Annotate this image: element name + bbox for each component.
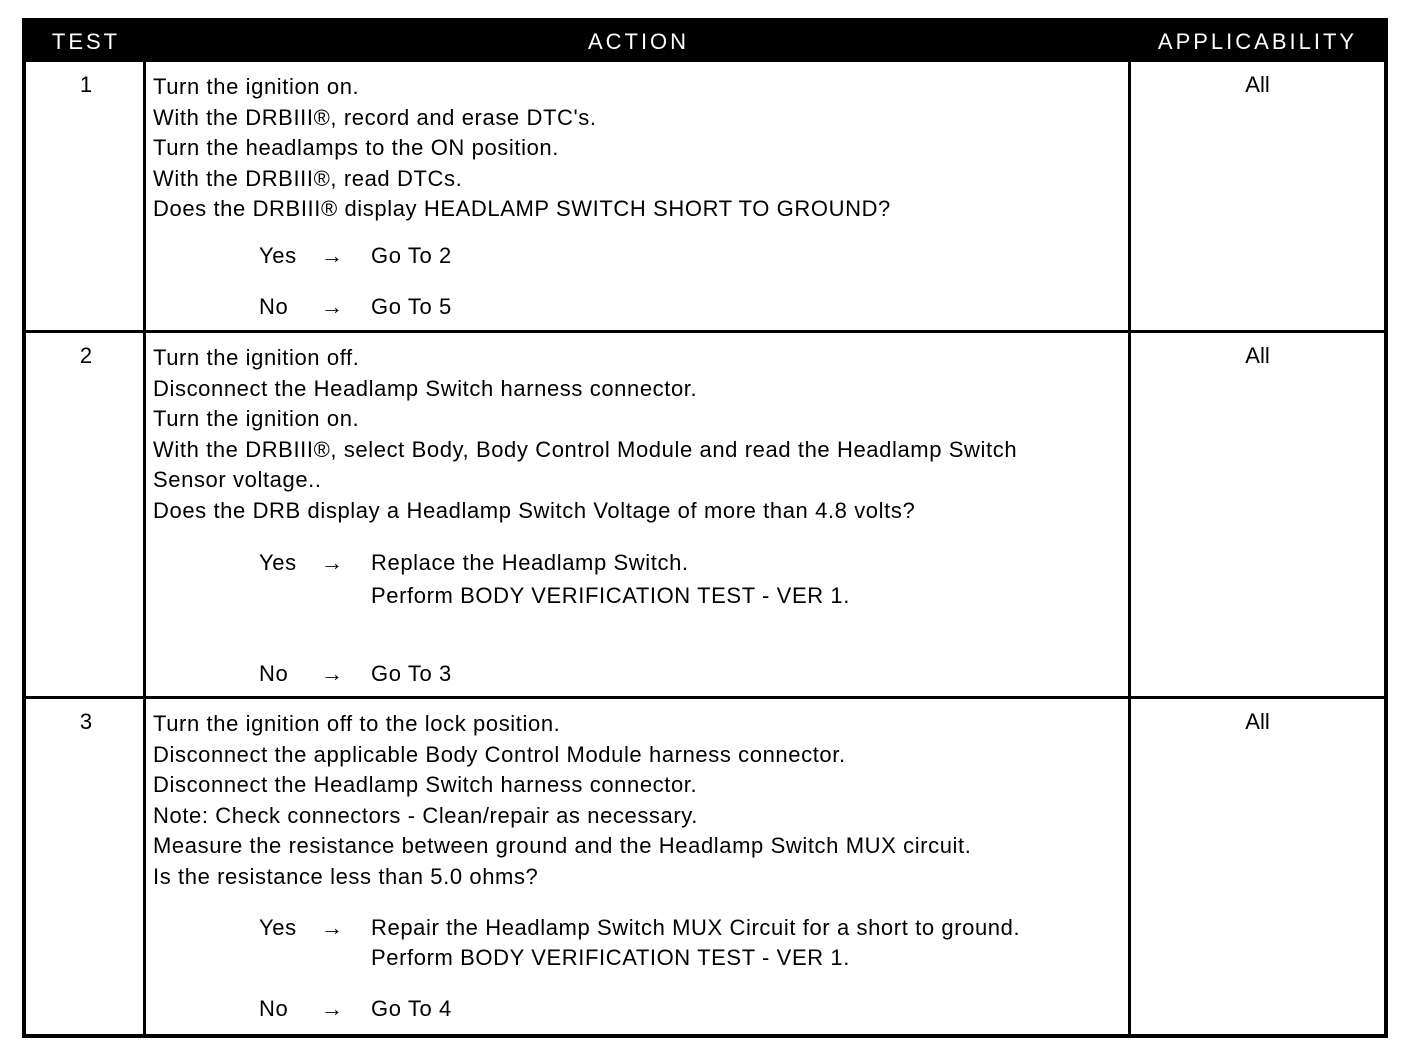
action-line: Note: Check connectors - Clean/repair as necessary.: [153, 802, 698, 828]
yes-result: Perform BODY VERIFICATION TEST - VER 1.: [371, 583, 850, 608]
action-line: With the DRBIII®, read DTCs.: [153, 165, 463, 191]
applicability-value: All: [1245, 72, 1270, 97]
test-number: 3: [79, 709, 93, 734]
no-label: No: [259, 661, 289, 686]
action-line: Turn the headlamps to the ON position.: [153, 135, 559, 160]
arrow-icon: →: [321, 243, 344, 268]
yes-label: Yes: [259, 915, 297, 940]
applicability-value: All: [1245, 709, 1270, 734]
table-header: [26, 22, 1384, 62]
action-line: Disconnect the Headlamp Switch harness connector.: [153, 772, 698, 797]
arrow-icon: →: [321, 915, 344, 940]
action-line: With the DRBIII®, record and erase DTC's.: [153, 104, 597, 130]
no-result: Go To 5: [371, 294, 452, 319]
action-line: Disconnect the Headlamp Switch harness connector.: [153, 375, 698, 401]
action-line: Measure the resistance between ground and the Headlamp Switch MUX circuit.: [153, 833, 972, 858]
action-line: Disconnect the applicable Body Control Module harness connector.: [153, 741, 846, 767]
yes-result: Go To 2: [371, 243, 452, 268]
action-line: Does the DRBIII® display HEADLAMP SWITCH SHORT TO GROUND?: [153, 196, 891, 221]
action-line: Turn the ignition off to the lock position.: [153, 711, 561, 736]
no-result: Go To 4: [371, 996, 452, 1021]
arrow-icon: →: [321, 661, 344, 686]
action-line: Turn the ignition off.: [153, 345, 360, 370]
table-row: [26, 699, 1384, 1034]
action-steps: [153, 709, 1133, 892]
yes-result: Replace the Headlamp Switch.: [371, 550, 689, 575]
diagnostic-table: [22, 18, 1388, 1038]
header-applicability: APPLICABILITY: [1157, 29, 1358, 54]
yes-result: Repair the Headlamp Switch MUX Circuit for a short to ground.: [371, 915, 1021, 940]
no-label: No: [259, 294, 289, 319]
action-line: Is the resistance less than 5.0 ohms?: [153, 863, 539, 889]
yes-label: Yes: [259, 243, 297, 268]
action-steps: [153, 343, 1133, 526]
applicability-value: All: [1245, 343, 1270, 368]
action-line: Turn the ignition on.: [153, 74, 360, 99]
action-line: Does the DRB display a Headlamp Switch Voltage of more than 4.8 volts?: [153, 497, 916, 523]
header-action: ACTION: [587, 29, 690, 54]
table-row: [26, 333, 1384, 696]
table-row: [26, 62, 1384, 330]
test-number: 2: [79, 343, 93, 368]
action-line: Sensor voltage..: [153, 467, 322, 492]
no-label: No: [259, 996, 289, 1021]
action-steps: [153, 72, 1133, 225]
arrow-icon: →: [321, 550, 344, 575]
no-result: Go To 3: [371, 661, 452, 686]
test-number: 1: [79, 72, 93, 97]
yes-result: Perform BODY VERIFICATION TEST - VER 1.: [371, 945, 850, 970]
arrow-icon: →: [321, 996, 344, 1021]
arrow-icon: →: [321, 294, 344, 319]
yes-label: Yes: [259, 550, 297, 575]
action-line: With the DRBIII®, select Body, Body Control Module and read the Headlamp Switch: [153, 436, 1018, 462]
header-test: TEST: [51, 29, 121, 54]
action-line: Turn the ignition on.: [153, 406, 360, 431]
